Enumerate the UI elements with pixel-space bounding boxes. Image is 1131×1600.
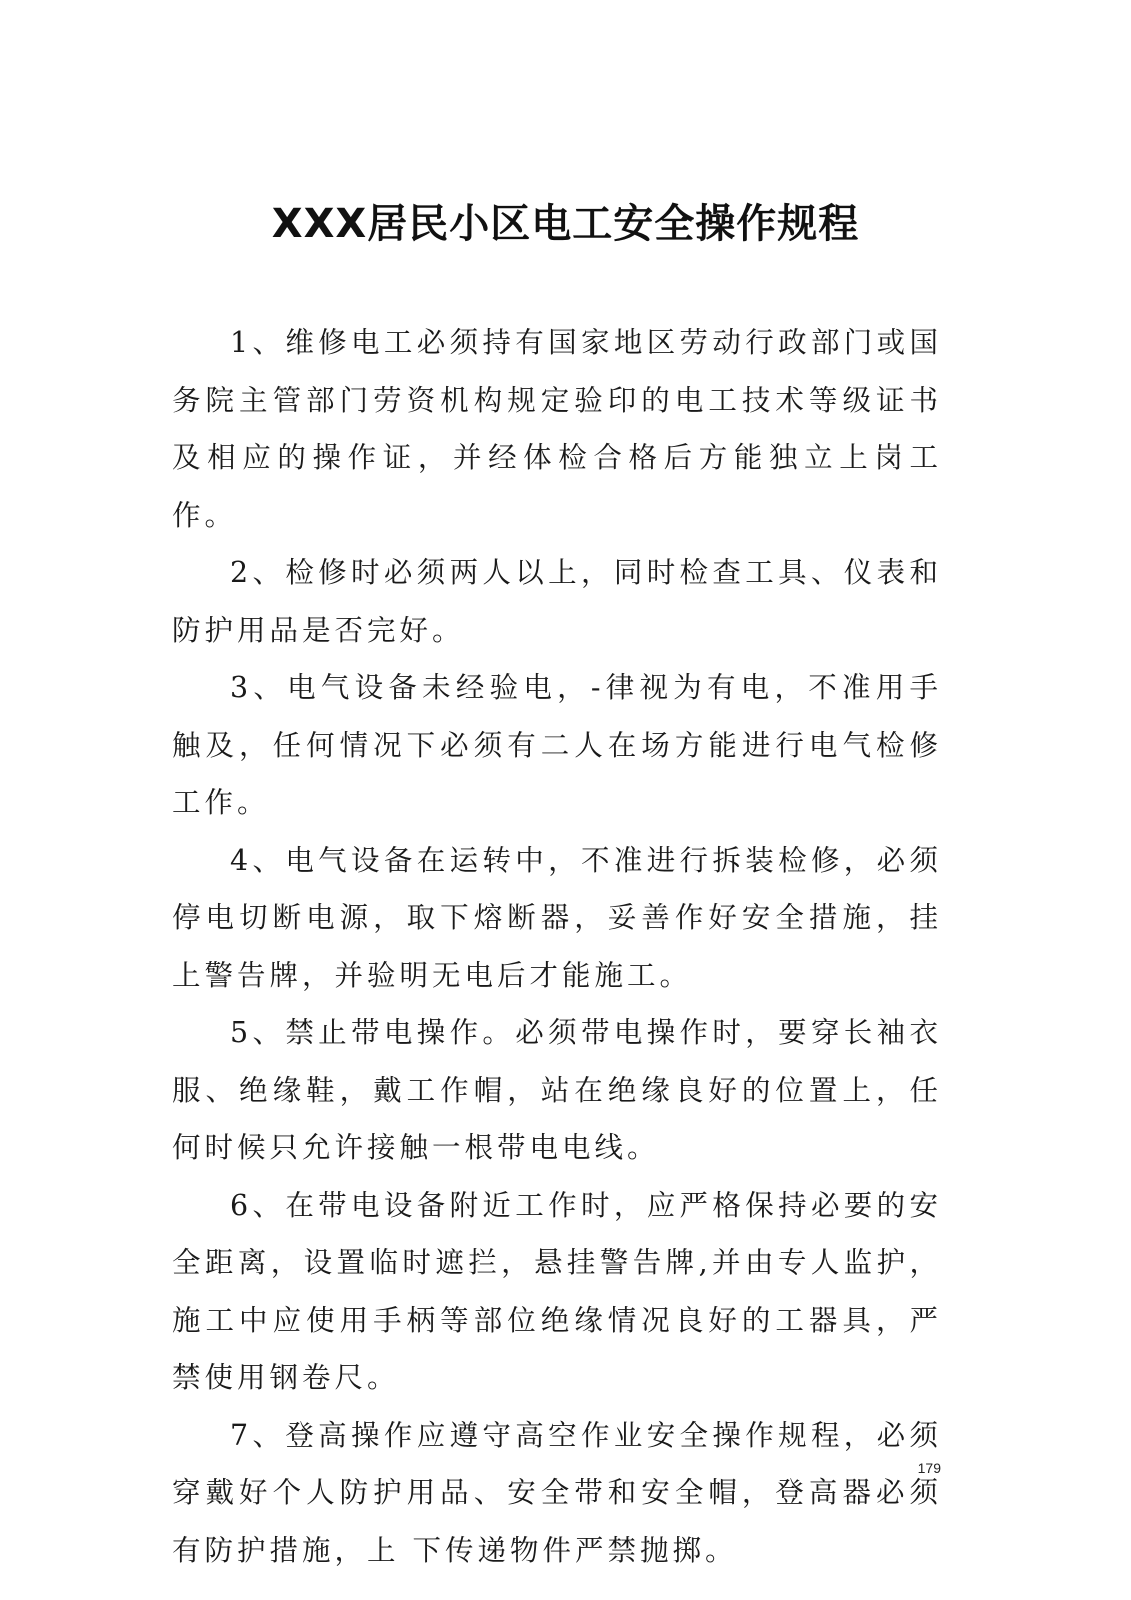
paragraph-5: 5、禁止带电操作。必须带电操作时，要穿长袖衣服、绝缘鞋，戴工作帽，站在绝缘良好的位置上，任何时候只允许接触一根带电电线。 [172, 1016, 942, 1164]
paragraph-3: 3、电气设备未经验电，-律视为有电，不准用手触及，任何情况下必须有二人在场方能进行电气检修工作。 [172, 671, 942, 819]
paragraph-4: 4、电气设备在运转中，不准进行拆装检修，必须停电切断电源，取下熔断器，妥善作好安全措施，挂上警告牌，并验明无电后才能施工。 [172, 843, 942, 992]
paragraph-6: 6、在带电设备附近工作时，应严格保持必要的安全距离，设置临时遮拦，悬挂警告牌,并由专人监护，施工中应使用手柄等部位绝缘情况良好的工器具，严禁使用钢卷尺。 [172, 1188, 942, 1394]
document-body [172, 314, 942, 1579]
paragraph-1: 1、维修电工必须持有国家地区劳动行政部门或国务院主管部门劳资机构规定验印的电工技术等级证书及相应的操作证，并经体检合格后方能独立上岗工作。 [172, 326, 942, 532]
document-title: XXX居民小区电工安全操作规程 [271, 201, 860, 247]
page-number: 179 [917, 1460, 941, 1476]
paragraph-7: 7、登高操作应遵守高空作业安全操作规程，必须穿戴好个人防护用品、安全带和安全帽，登高器必须有防护措施，上 下传递物件严禁抛掷。 [172, 1418, 942, 1567]
paragraph-2: 2、检修时必须两人以上，同时检查工具、仪表和防护用品是否完好。 [172, 556, 942, 647]
